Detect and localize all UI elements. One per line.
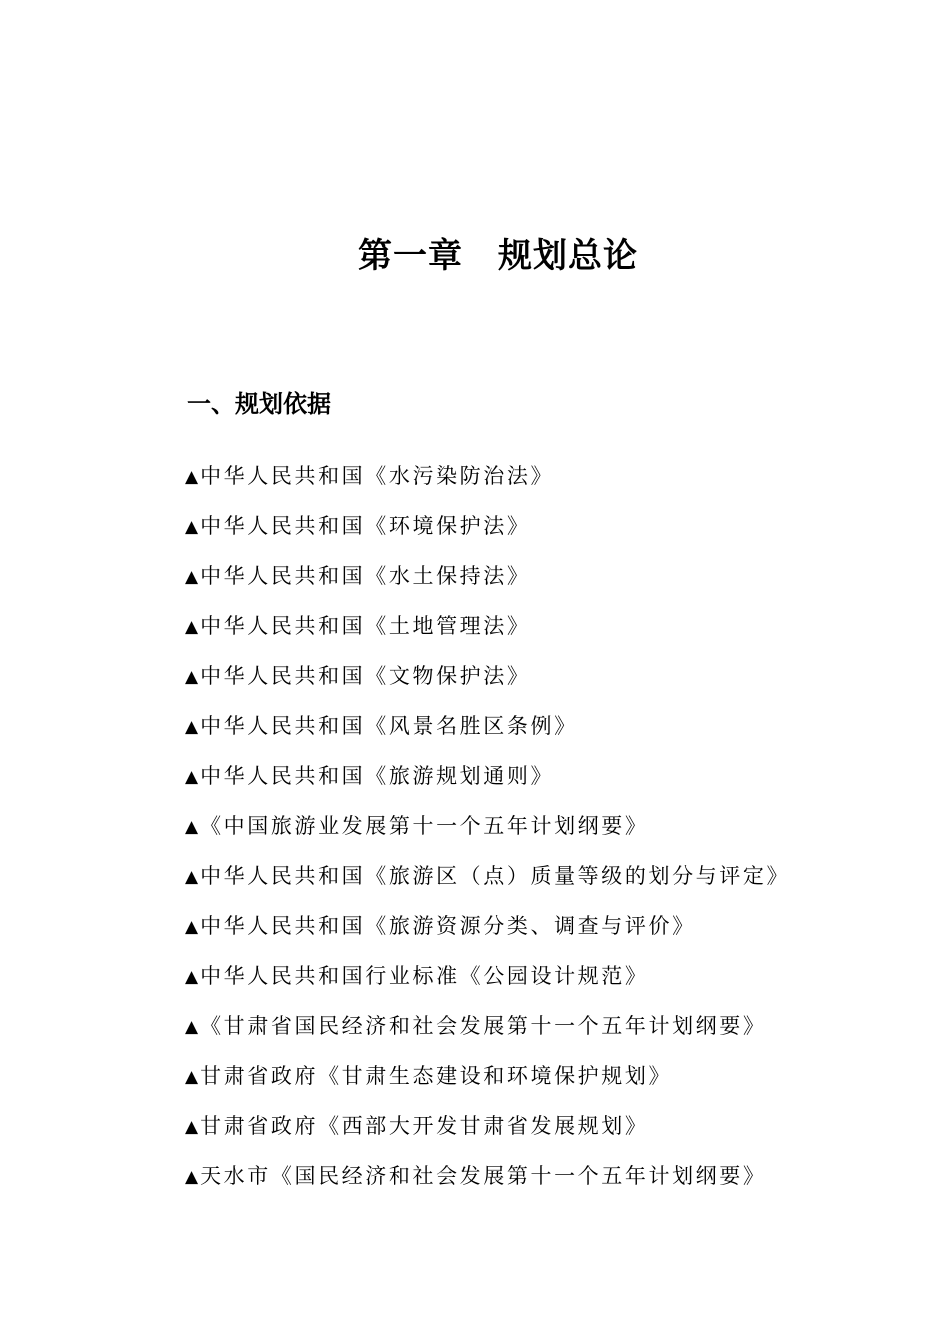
- list-item-text: 中华人民共和国《旅游资源分类、调查与评价》: [200, 914, 696, 938]
- triangle-bullet-icon: ▲: [185, 1067, 199, 1087]
- list-item-text: 中华人民共和国行业标准《公园设计规范》: [200, 964, 649, 988]
- list-item-text: 甘肃省政府《西部大开发甘肃省发展规划》: [200, 1114, 649, 1138]
- list-item-text: 中华人民共和国《风景名胜区条例》: [200, 714, 578, 738]
- list-item: [185, 960, 790, 1010]
- list-item: [185, 660, 790, 710]
- list-item-text: 中华人民共和国《环境保护法》: [200, 514, 531, 538]
- list-item-text: 中华人民共和国《旅游规划通则》: [200, 764, 555, 788]
- triangle-bullet-icon: ▲: [185, 817, 199, 837]
- list-item: [185, 1060, 790, 1110]
- list-item-text: 甘肃省政府《甘肃生态建设和环境保护规划》: [200, 1064, 673, 1088]
- triangle-bullet-icon: ▲: [185, 917, 199, 937]
- triangle-bullet-icon: ▲: [185, 1117, 199, 1137]
- list-item: [185, 860, 790, 910]
- list-item: [185, 510, 790, 560]
- chapter-title: 第一章 规划总论: [358, 236, 638, 276]
- triangle-bullet-icon: ▲: [185, 667, 199, 687]
- list-item: [185, 610, 790, 660]
- list-item-text: 中华人民共和国《文物保护法》: [200, 664, 531, 688]
- triangle-bullet-icon: ▲: [185, 517, 199, 537]
- list-item: [185, 910, 790, 960]
- list-item: [185, 560, 790, 610]
- triangle-bullet-icon: ▲: [185, 867, 199, 887]
- list-item: [185, 1160, 790, 1210]
- triangle-bullet-icon: ▲: [185, 717, 199, 737]
- list-item-text: 中华人民共和国《水土保持法》: [200, 564, 531, 588]
- list-item: [185, 710, 790, 760]
- triangle-bullet-icon: ▲: [185, 617, 199, 637]
- triangle-bullet-icon: ▲: [185, 1017, 199, 1037]
- triangle-bullet-icon: ▲: [185, 567, 199, 587]
- list-item-text: 中华人民共和国《土地管理法》: [200, 614, 531, 638]
- triangle-bullet-icon: ▲: [185, 767, 199, 787]
- triangle-bullet-icon: ▲: [185, 1167, 199, 1187]
- triangle-bullet-icon: ▲: [185, 967, 199, 987]
- list-item: [185, 460, 790, 510]
- list-item: [185, 1110, 790, 1160]
- list-item-text: 天水市《国民经济和社会发展第十一个五年计划纲要》: [200, 1164, 767, 1188]
- list-item: [185, 1010, 790, 1060]
- section-heading: 一、规划依据: [187, 390, 331, 418]
- list-item-text: 中华人民共和国《水污染防治法》: [200, 464, 555, 488]
- triangle-bullet-icon: ▲: [185, 467, 199, 487]
- list-item-text: 中华人民共和国《旅游区（点）质量等级的划分与评定》: [200, 864, 791, 888]
- list-item: [185, 810, 790, 860]
- list-item: [185, 760, 790, 810]
- list-item-text: 《中国旅游业发展第十一个五年计划纲要》: [200, 814, 649, 838]
- list-item-text: 《甘肃省国民经济和社会发展第十一个五年计划纲要》: [200, 1014, 767, 1038]
- planning-basis-list: [185, 460, 790, 1210]
